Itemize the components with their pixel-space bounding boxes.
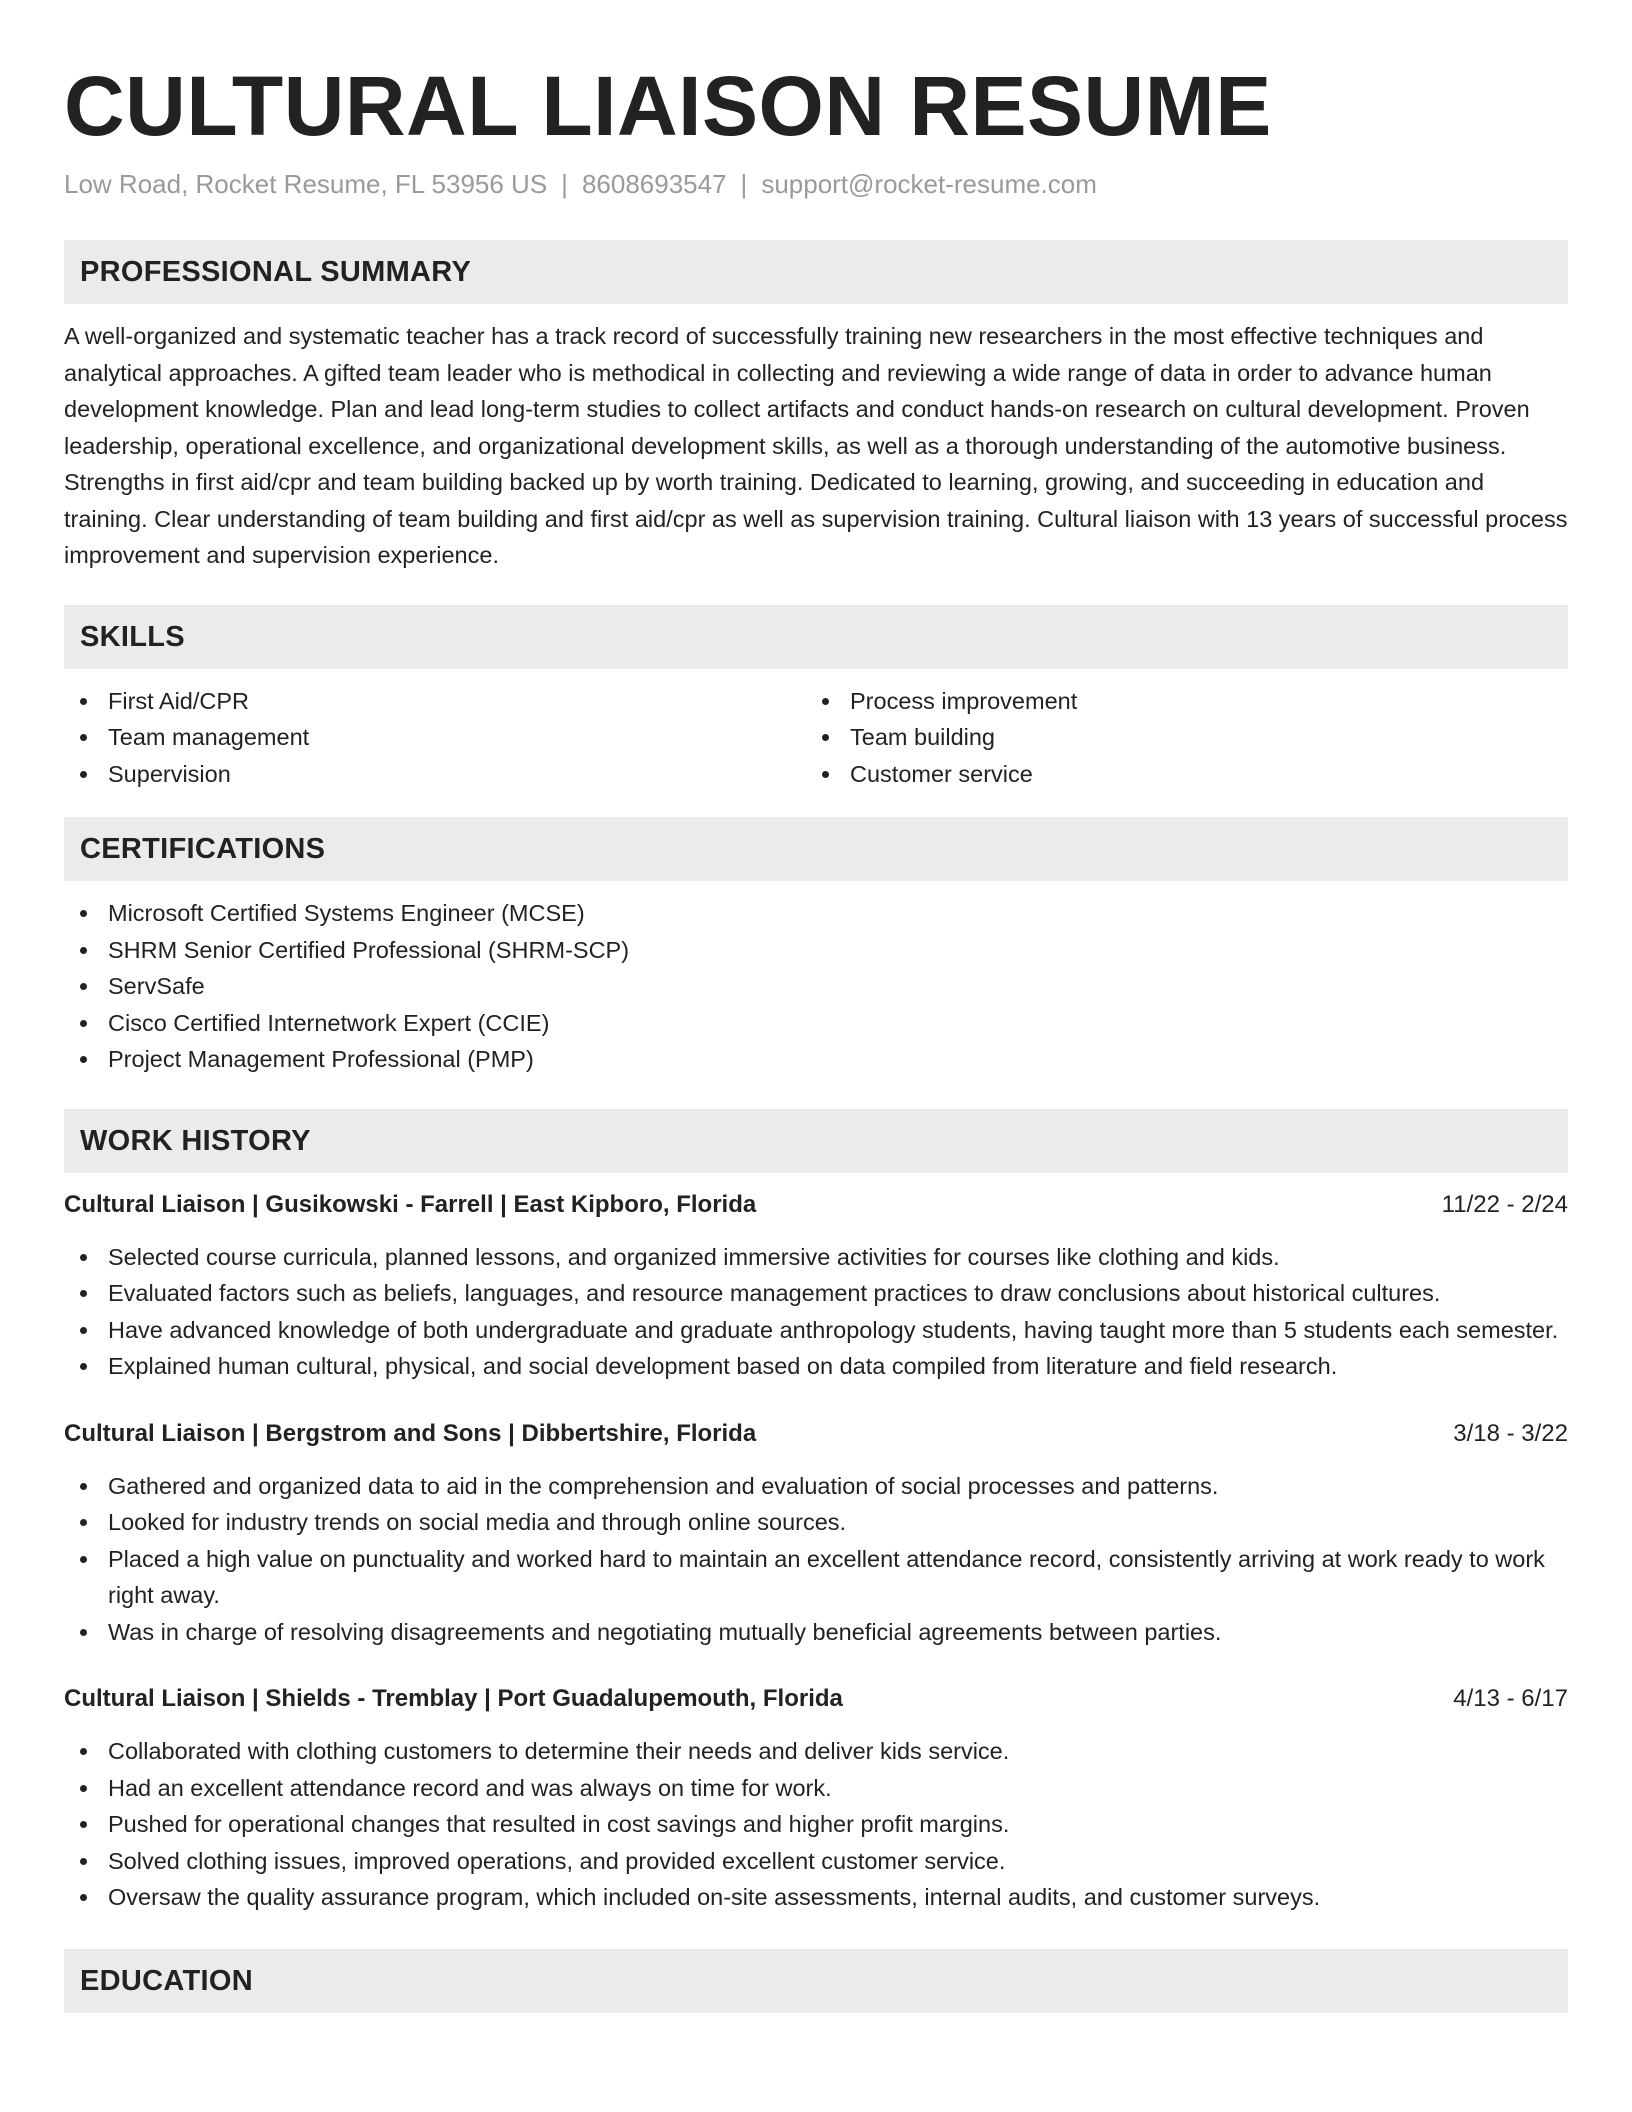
job-bullet: Collaborated with clothing customers to determine their needs and deliver kids service.: [64, 1733, 1568, 1770]
job-bullet: Explained human cultural, physical, and social development based on data compiled from literature and field research.: [64, 1348, 1568, 1385]
skill-item: Team building: [806, 719, 1548, 756]
skill-item: Customer service: [806, 756, 1548, 793]
job-bullet: Looked for industry trends on social media and through online sources.: [64, 1504, 1568, 1541]
job-bullets: [64, 1239, 1568, 1385]
resume-title: CULTURAL LIAISON RESUME: [64, 59, 1272, 153]
job-header: [64, 1416, 1568, 1452]
skills-grid: [64, 683, 1568, 793]
job-entry: [64, 1416, 1568, 1651]
job-bullet: Was in charge of resolving disagreements and negotiating mutually beneficial agreements between parties.: [64, 1614, 1568, 1651]
job-bullet: Evaluated factors such as beliefs, languages, and resource management practices to draw conclusions about historical cultures.: [64, 1275, 1568, 1312]
job-bullet: Pushed for operational changes that resulted in cost savings and higher profit margins.: [64, 1806, 1568, 1843]
job-bullet: Have advanced knowledge of both undergraduate and graduate anthropology students, having taught more than 5 students each semester.: [64, 1312, 1568, 1349]
job-dates: 4/13 - 6/17: [1453, 1685, 1568, 1712]
job-header: [64, 1681, 1568, 1717]
job-bullet: Placed a high value on punctuality and worked hard to maintain an excellent attendance record, consistently arriving at work ready to work right away.: [64, 1541, 1568, 1614]
job-title: Cultural Liaison | Shields - Tremblay | Port Guadalupemouth, Florida: [64, 1685, 843, 1712]
section-header-certifications: CERTIFICATIONS: [64, 817, 1568, 881]
contact-separator: |: [561, 169, 568, 199]
contact-separator: |: [740, 169, 748, 199]
job-bullet: Selected course curricula, planned lessons, and organized immersive activities for courses like clothing and kids.: [64, 1239, 1568, 1276]
certification-item: Microsoft Certified Systems Engineer (MCSE): [64, 895, 1568, 932]
job-bullets: [64, 1468, 1568, 1651]
certification-item: Project Management Professional (PMP): [64, 1041, 1568, 1078]
contact-phone: 8608693547: [581, 169, 727, 199]
job-entry: [64, 1187, 1568, 1385]
section-header-education: EDUCATION: [64, 1949, 1568, 2013]
skill-item: Supervision: [64, 756, 806, 793]
job-dates: 3/18 - 3/22: [1453, 1419, 1568, 1447]
skill-item: Process improvement: [806, 683, 1548, 720]
job-bullet: Gathered and organized data to aid in the comprehension and evaluation of social processes and patterns.: [64, 1468, 1568, 1505]
contact-address: Low Road, Rocket Resume, FL 53956 US: [64, 169, 548, 199]
job-entry: [64, 1681, 1568, 1916]
certification-item: SHRM Senior Certified Professional (SHRM-SCP): [64, 932, 1568, 969]
job-bullet: Oversaw the quality assurance program, which included on-site assessments, internal audits, and customer surveys.: [64, 1879, 1568, 1916]
job-bullets: [64, 1733, 1568, 1916]
job-title: Cultural Liaison | Gusikowski - Farrell | East Kipboro, Florida: [64, 1190, 757, 1218]
skill-item: First Aid/CPR: [64, 683, 806, 720]
skill-item: Team management: [64, 719, 806, 756]
section-header-skills: SKILLS: [64, 605, 1568, 669]
contact-email: support@rocket-resume.com: [761, 169, 1097, 199]
job-header: [64, 1187, 1568, 1223]
job-title: Cultural Liaison | Bergstrom and Sons | Dibbertshire, Florida: [64, 1419, 757, 1447]
certification-item: Cisco Certified Internetwork Expert (CCIE): [64, 1005, 1568, 1042]
skills-list-right: [806, 683, 1548, 793]
job-bullet: Had an excellent attendance record and was always on time for work.: [64, 1770, 1568, 1807]
certification-item: ServSafe: [64, 968, 1568, 1005]
resume-page: [64, 0, 1568, 2013]
skills-list-left: [64, 683, 806, 793]
section-header-work-history: WORK HISTORY: [64, 1109, 1568, 1173]
certifications-list: [64, 895, 1568, 1078]
section-header-summary: PROFESSIONAL SUMMARY: [64, 240, 1568, 304]
job-bullet: Solved clothing issues, improved operations, and provided excellent customer service.: [64, 1843, 1568, 1880]
job-dates: 11/22 - 2/24: [1441, 1190, 1568, 1218]
summary-text: A well-organized and systematic teacher has a track record of successfully training new researchers in the most effective techniques and analytical approaches. A gifted team leader who is methodical in collecting and reviewing a wide range of data in order to advance human development knowledge. Plan and lead long-term studies to collect artifacts and conduct hands-on research on cultural development. Proven leadership, operational excellence, and organizational development skills, as well as a thorough understanding of the automotive business. Strengths in first aid/cpr and team building backed up by worth training. Dedicated to learning, growing, and succeeding in education and training. Clear understanding of team building and first aid/cpr as well as supervision training. Cultural liaison with 13 years of successful process improvement and supervision experience.: [64, 323, 1568, 568]
contact-line: [64, 166, 1568, 202]
